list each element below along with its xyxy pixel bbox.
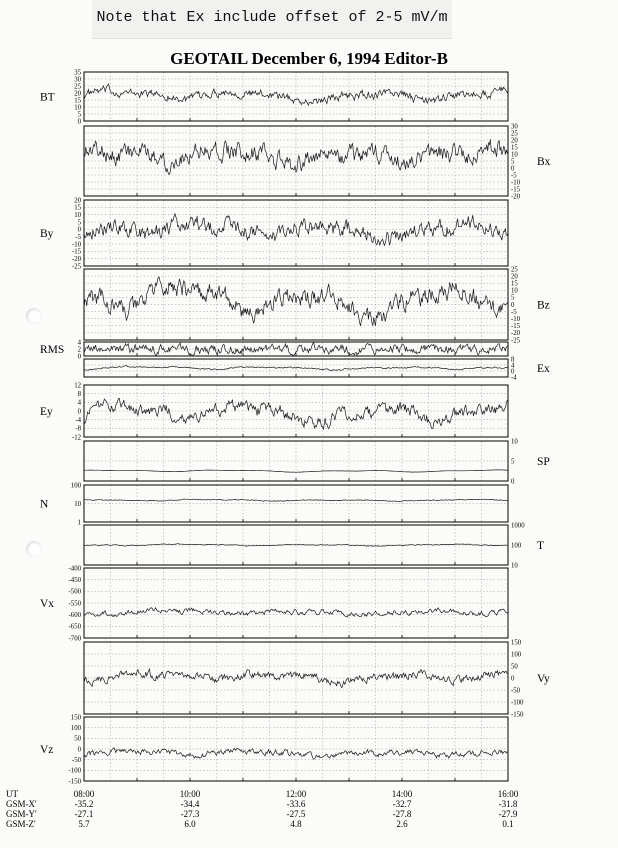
y-tick-label: 4 — [77, 339, 81, 347]
binder-hole — [26, 308, 42, 324]
y-tick-label: -450 — [68, 576, 81, 584]
panel-label: SP — [537, 456, 550, 468]
x-axis-coordinate: -34.4 — [180, 799, 200, 809]
y-tick-label: 10 — [511, 562, 518, 570]
x-axis-coordinate: 0.1 — [502, 819, 514, 829]
trace-t — [84, 544, 508, 547]
x-tick-label: 10:00 — [179, 789, 201, 799]
y-tick-label: 5 — [511, 294, 515, 302]
x-axis-coordinate: -27.8 — [392, 809, 412, 819]
panel-label: Vy — [537, 673, 550, 685]
x-axis-row-label: GSM-Y' — [6, 809, 37, 819]
y-tick-label: 20 — [511, 137, 518, 145]
y-tick-label: -650 — [68, 623, 81, 631]
y-tick-label: -400 — [68, 565, 81, 573]
y-tick-label: -25 — [511, 337, 521, 345]
x-axis-coordinate: -33.6 — [286, 799, 306, 809]
y-tick-label: 0 — [77, 353, 81, 361]
y-tick-label: -5 — [75, 233, 81, 241]
y-tick-label: 20 — [74, 197, 81, 205]
y-tick-label: -10 — [71, 241, 81, 249]
y-tick-label: 0 — [511, 368, 515, 376]
panel-ey — [40, 382, 508, 441]
panel-label: Bx — [537, 156, 551, 168]
y-tick-label: 25 — [511, 130, 518, 138]
y-tick-label: -25 — [71, 263, 81, 271]
x-tick-label: 16:00 — [497, 789, 519, 799]
binder-hole — [26, 541, 42, 557]
y-tick-label: 10 — [74, 211, 81, 219]
y-tick-label: 12 — [74, 382, 81, 390]
panel-label: Ey — [40, 406, 53, 418]
y-tick-label: 2 — [77, 346, 81, 354]
figure-title: GEOTAIL December 6, 1994 Editor-B — [170, 49, 448, 68]
y-tick-label: 25 — [511, 266, 518, 274]
y-tick-label: 15 — [511, 280, 518, 288]
x-axis-table — [6, 789, 519, 829]
y-tick-label: -20 — [71, 255, 81, 263]
y-tick-label: 20 — [511, 273, 518, 281]
panel-bx — [84, 123, 551, 200]
y-tick-label: 10 — [74, 104, 81, 112]
y-tick-label: 10 — [511, 151, 518, 159]
y-tick-label: -10 — [511, 179, 521, 187]
y-tick-label: 50 — [74, 735, 81, 743]
y-tick-label: 15 — [511, 144, 518, 152]
y-tick-label: 0 — [77, 746, 81, 754]
y-tick-label: 100 — [70, 724, 81, 732]
y-tick-label: -150 — [511, 711, 524, 719]
offset-note: Note that Ex include offset of 2-5 mV/m — [96, 9, 448, 26]
y-tick-label: -500 — [68, 588, 81, 596]
panel-vy — [84, 639, 550, 718]
x-axis-coordinate: -27.3 — [180, 809, 200, 819]
x-axis-row-label: GSM-X' — [6, 799, 37, 809]
y-tick-label: 1000 — [511, 522, 525, 530]
x-axis-row-label: UT — [6, 789, 18, 799]
y-tick-label: 0 — [511, 478, 515, 486]
y-tick-label: 5 — [77, 111, 81, 119]
panel-label: Ex — [537, 363, 550, 375]
y-tick-label: 10 — [511, 287, 518, 295]
y-tick-label: 15 — [74, 97, 81, 105]
y-tick-label: -15 — [511, 186, 521, 194]
y-tick-label: 150 — [511, 639, 522, 647]
y-tick-label: 50 — [511, 663, 518, 671]
panel-by — [40, 197, 508, 270]
trace-vx — [84, 608, 508, 617]
x-axis-coordinate: -32.7 — [392, 799, 412, 809]
y-tick-label: 5 — [511, 158, 515, 166]
x-axis-coordinate: 5.7 — [78, 819, 90, 829]
y-tick-label: 15 — [74, 204, 81, 212]
panel-t — [84, 522, 544, 569]
panel-label: Bz — [537, 299, 550, 312]
y-tick-label: -8 — [75, 425, 81, 433]
x-axis-coordinate: -31.8 — [498, 799, 518, 809]
panel-label: N — [40, 498, 49, 511]
x-axis-row-label: GSM-Z' — [6, 819, 36, 829]
y-tick-label: 0 — [77, 408, 81, 416]
panel-bz — [84, 266, 550, 344]
y-tick-label: 0 — [511, 675, 515, 683]
y-tick-label: -600 — [68, 611, 81, 619]
y-tick-label: 0 — [511, 165, 515, 173]
panel-rms — [40, 339, 508, 360]
y-tick-label: 4 — [511, 362, 515, 370]
y-tick-label: 0 — [77, 118, 81, 126]
y-tick-label: -5 — [511, 172, 517, 180]
y-tick-label: -15 — [71, 248, 81, 256]
panel-bt — [40, 69, 508, 125]
y-tick-label: 8 — [77, 390, 81, 398]
y-tick-label: -4 — [75, 416, 81, 424]
panel-vx — [40, 565, 508, 642]
y-tick-label: 8 — [511, 356, 515, 364]
y-tick-label: 30 — [74, 76, 81, 84]
y-tick-label: 30 — [511, 123, 518, 131]
panel-label: BT — [40, 91, 55, 104]
x-axis-coordinate: -27.9 — [498, 809, 518, 819]
panel-ex — [84, 356, 550, 381]
panel-label: By — [40, 228, 54, 240]
y-tick-label: -15 — [511, 323, 521, 331]
y-tick-label: 150 — [70, 714, 81, 722]
y-tick-label: 25 — [74, 83, 81, 91]
panel-label: RMS — [40, 344, 65, 356]
y-tick-label: -100 — [68, 767, 81, 775]
y-tick-label: -4 — [511, 374, 517, 382]
x-axis-coordinate: 2.6 — [396, 819, 408, 829]
y-tick-label: 35 — [74, 69, 81, 77]
x-axis-coordinate: 6.0 — [184, 819, 196, 829]
y-tick-label: -12 — [71, 434, 81, 442]
y-tick-label: 20 — [74, 90, 81, 98]
y-tick-label: 1 — [77, 519, 81, 527]
x-axis-coordinate: -27.1 — [74, 809, 94, 819]
panel-vz — [40, 714, 508, 785]
y-tick-label: -700 — [68, 635, 81, 643]
x-tick-label: 14:00 — [391, 789, 413, 799]
x-tick-label: 12:00 — [285, 789, 307, 799]
y-tick-label: 100 — [70, 482, 81, 490]
y-tick-label: -20 — [511, 193, 521, 201]
y-tick-label: 100 — [511, 542, 522, 550]
x-axis-coordinate: -35.2 — [74, 799, 94, 809]
y-tick-label: -50 — [511, 687, 521, 695]
y-tick-label: 0 — [511, 301, 515, 309]
y-tick-label: -5 — [511, 308, 517, 316]
y-tick-label: -150 — [68, 778, 81, 786]
y-tick-label: 100 — [511, 651, 522, 659]
y-tick-label: 10 — [74, 500, 81, 508]
y-tick-label: 0 — [77, 226, 81, 234]
y-tick-label: -550 — [68, 600, 81, 608]
x-tick-label: 08:00 — [73, 789, 95, 799]
x-axis-coordinate: 4.8 — [290, 819, 302, 829]
panel-n — [40, 482, 508, 526]
y-tick-label: 4 — [77, 399, 81, 407]
y-tick-label: 5 — [511, 458, 515, 466]
panel-sp — [84, 438, 550, 485]
y-tick-label: -10 — [511, 316, 521, 323]
y-tick-label: -50 — [71, 756, 81, 764]
y-tick-label: 5 — [77, 219, 81, 227]
panel-label: Vz — [40, 744, 54, 756]
y-tick-label: -100 — [511, 699, 524, 707]
x-axis-coordinate: -27.5 — [286, 809, 306, 819]
panel-label: Vx — [40, 598, 55, 610]
panel-label: T — [537, 540, 545, 552]
y-tick-label: 10 — [511, 438, 518, 446]
y-tick-label: -20 — [511, 330, 521, 338]
